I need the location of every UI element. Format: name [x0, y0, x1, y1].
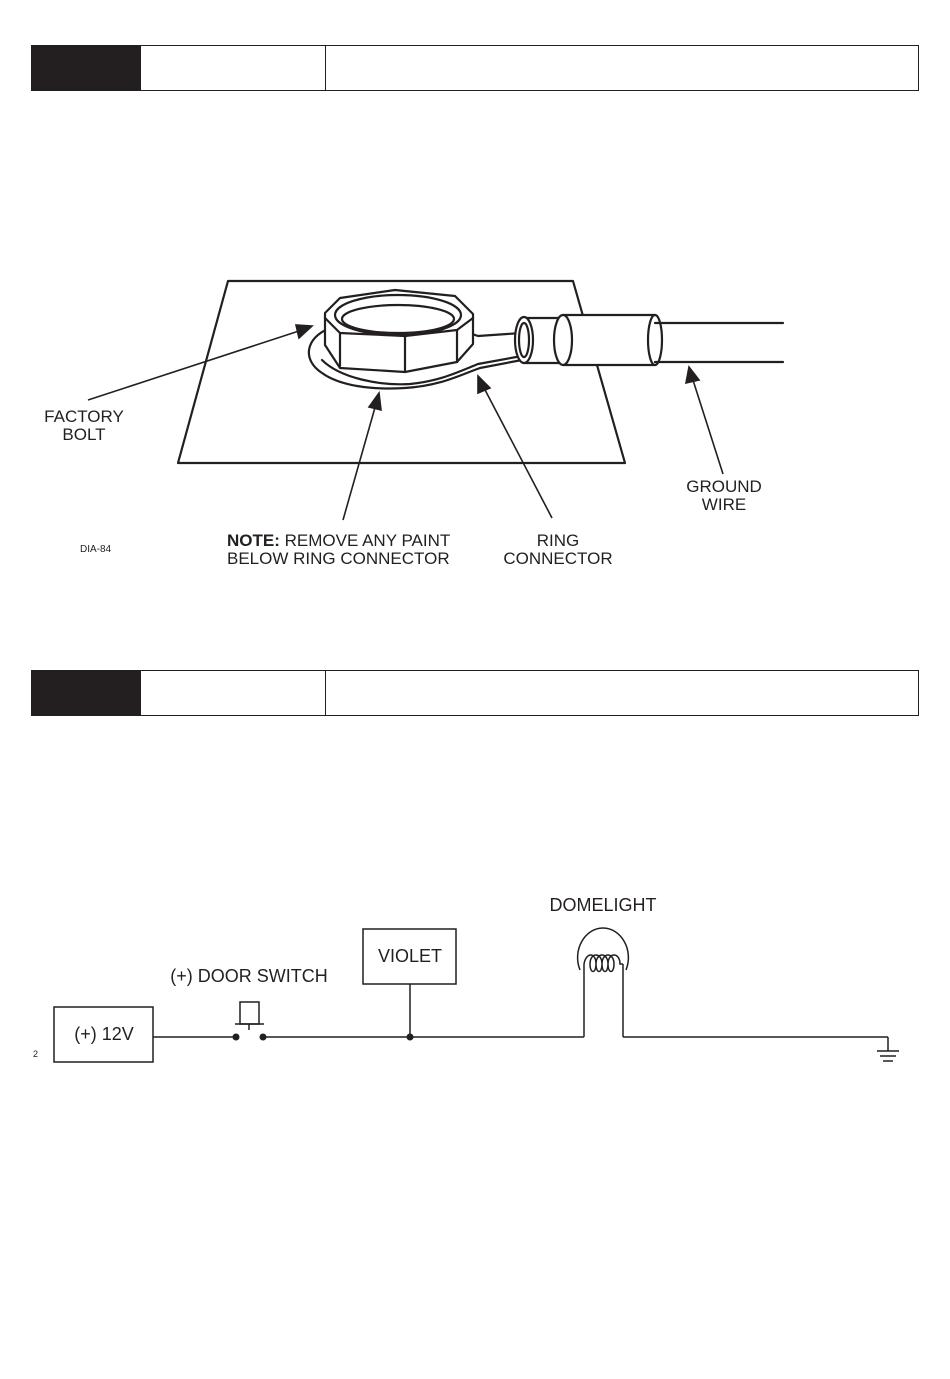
diagram-id-label: DIA-84 — [80, 544, 112, 555]
switch-contact-left — [233, 1034, 240, 1041]
power-source-label: (+) 12V — [74, 1024, 134, 1044]
violet-label: VIOLET — [377, 946, 443, 966]
ground-symbol — [877, 1037, 899, 1061]
circuit-diagram-id: 2 — [33, 1049, 39, 1059]
note-label-line2: BELOW RING CONNECTOR — [227, 549, 450, 568]
switch-contact-right — [260, 1034, 267, 1041]
note-text: REMOVE ANY PAINT — [284, 531, 451, 550]
factory-bolt-label-line2: BOLT — [62, 425, 106, 444]
ground-wire-label-line1: GROUND — [686, 477, 762, 496]
ground-wire-label-line2: WIRE — [701, 495, 747, 514]
domelight-label: DOMELIGHT — [549, 895, 657, 915]
door-switch-symbol — [235, 1002, 264, 1030]
violet-junction-dot — [407, 1034, 414, 1041]
factory-bolt-label-line1: FACTORY — [44, 407, 124, 426]
door-switch-label: (+) DOOR SWITCH — [170, 966, 328, 986]
ring-connector-label-line1: RING — [536, 531, 580, 550]
ring-connector-label-line2: CONNECTOR — [503, 549, 613, 568]
note-bold-prefix: NOTE: — [227, 531, 280, 550]
domelight-bulb-symbol — [578, 928, 629, 1037]
